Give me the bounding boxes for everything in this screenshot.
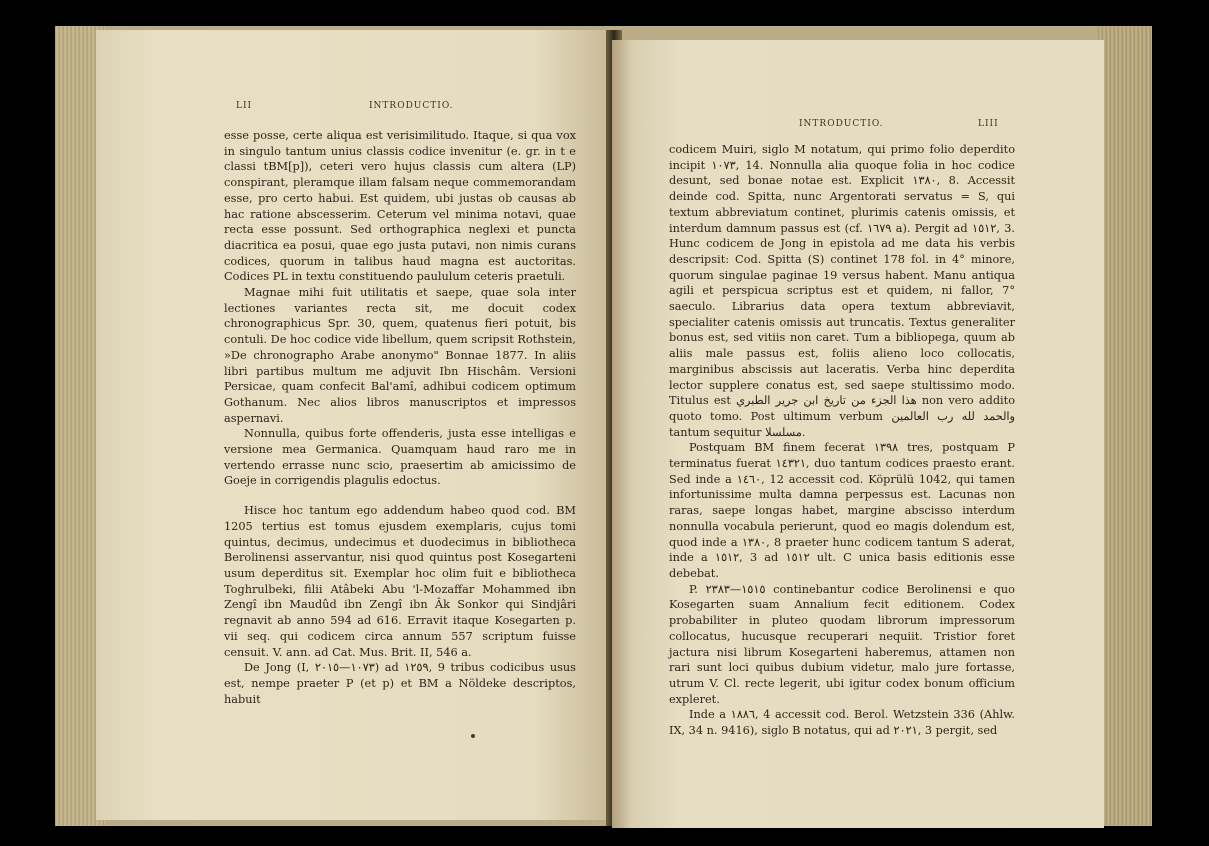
right-page-text [669, 142, 1015, 739]
right-paragraph: codicem Muiri, siglo M notatum, qui primo folio deperdito incipit ١٠٧٣, 14. Nonnulla alia quoque folia in hoc codice desunt, sed bonae notae est. Explicit ١٣٨٠, 8. Accessit deinde cod. Spitta, nunc Argentorati servatus = S, qui textum abbreviatum continet, plurimis catenis omissis, et interdum damnum passus est (cf. ١٦٧٩ a). Pergit ad ١٥١٢, 3. Hunc codicem de Jong in epistola ad me data his verbis descripsit: Cod. Spitta (S) continet 178 fol. in 4° minore, quorum singulae paginae 19 versus habent. Manu antiqua agili et perspicua scriptus est et quidem, ni fallor, 7° saeculo. Librarius data opera textum abbreviavit, specialiter catenis omissis aut truncatis. Textus generaliter bonus est, sed vitiis non caret. Tum a bibliopega, quum ab aliis male passus est, foliis alieno loco collocatis, marginibus abscissis aut laceratis. Verba hinc deperdita lector supplere conatus est, sed saepe stultissimo modo. Titulus est هذا الجزء من تاريخ ابن جرير الطبري non vero addito quoto tomo. Post ultimum verbum والحمد لله رب العالمين tantum sequitur مسلسلا. [669, 143, 1016, 439]
right-paragraph: Postquam BM finem fecerat ١٣٩٨ tres, postquam P terminatus fuerat ١٤٣٢١, duo tantum codices praesto erant. Sed inde a ١٤٦٠, 12 accessit cod. Köprülü 1042, qui tamen infortunissime multa damna perpessus est. Lacunas non raras, saepe longas habet, margine abscisso interdum nonnulla vocabula perierunt, quod eo magis dolendum est, quod inde a ١٣٨٠, 8 praeter hunc codicem tantum S aderat, inde a ١٥١٢, 3 ad ١٥١٢ ult. C unica basis editionis esse debebat. [669, 441, 1015, 580]
left-page-number: LII [236, 101, 253, 111]
section-gap [224, 489, 576, 503]
ink-mark [471, 734, 475, 738]
left-paragraph: esse posse, certe aliqua est verisimilitudo. Itaque, si qua vox in singulo tantum unius classis codice invenitur (e. gr. in t e classi tBM[p]), ceteri vero hujus classis cum altera (LP) conspirant, pleramque illam falsam neque commemorandam esse, pro certo habui. Est quidem, ubi justas ob causas ab hac ratione abscesserim. Ceterum vel minima notavi, quae recta esse possunt. Sed orthographica neglexi et puncta diacritica ea posui, quae ego justa putavi, non nimis curans codices, quorum in talibus haud magna est auctoritas. Codices PL in textu constituendo paululum ceteris praetuli. [224, 129, 576, 284]
left-running-head: INTRODUCTIO. [369, 101, 454, 111]
right-paragraph: P. ١٥١٥—٢٣٨٣ continebantur codice Berolinensi e quo Kosegarten suam Annalium fecit editionem. Codex probabiliter in pluteo quodam librorum impressorum collocatus, hucusque recuperari nequiit. Tristior foret jactura nisi librum Kosegarteni haberemus, attamen non rari sunt loci quibus dubium videtur, malo jure fortasse, utrum V. Cl. recte legerit, ubi igitur codex bonum officium expleret. [669, 582, 1015, 706]
right-running-head: INTRODUCTIO. [799, 119, 884, 129]
left-paragraph: Nonnulla, quibus forte offenderis, justa esse intelligas e versione mea Germanica. Quamquam haud raro me in vertendo errasse nunc scio, praesertim ab amicissimo de Goeje in corrigendis plagulis edoctus. [224, 427, 576, 488]
left-page-text [224, 128, 576, 707]
left-paragraph: Hisce hoc tantum ego addendum habeo quod cod. BM 1205 tertius est tomus ejusdem exemplaris, cujus tomi quintus, decimus, undecimus et duodecimus in bibliotheca Berolinensi asservantur, nisi quod quintus post Kosegarteni usum deperditus sit. Exemplar hoc olim fuit e bibliotheca Toghrulbeki, filii Atâbeki Abu 'l-Mozaffar Mohammed ibn Zengî ibn Maudûd ibn Zengî ibn Âk Sonkor qui Sindjâri regnavit ab anno 594 ad 616. Erravit itaque Kosegarten p. vii seq. qui codicem circa annum 557 scriptum fuisse censuit. V. ann. ad Cat. Mus. Brit. II, 546 a. [224, 504, 576, 659]
right-page-edges [1098, 26, 1152, 826]
right-page [612, 40, 1104, 828]
right-paragraph: Inde a ١٨٨٦, 4 accessit cod. Berol. Wetzstein 336 (Ahlw. IX, 34 n. 9416), siglo B notatus, qui ad ٢٠٢١, 3 pergit, sed [669, 708, 1015, 738]
left-paragraph: Magnae mihi fuit utilitatis et saepe, quae sola inter lectiones variantes recta sit, me docuit codex chronographicus Spr. 30, quem, quatenus fieri potuit, bis contuli. De hoc codice vide libellum, quem scripsit Rothstein, »De chronographo Arabe anonymo" Bonnae 1877. In aliis libri partibus multum me adjuvit Ibn Hischâm. Versioni Persicae, quam confecit Bal'amî, adhibui codicem optimum Gothanum. Nec alios libros manuscriptos et impressos aspernavi. [224, 286, 576, 425]
left-paragraph: De Jong (I, ١٠٧٣—٢٠١٥) ad ١٢٥٩, 9 tribus codicibus usus est, nempe praeter P (et p) et BM a Nöldeke descriptos, habuit [224, 661, 576, 706]
left-page [96, 30, 611, 820]
right-page-number: LIII [978, 119, 999, 129]
